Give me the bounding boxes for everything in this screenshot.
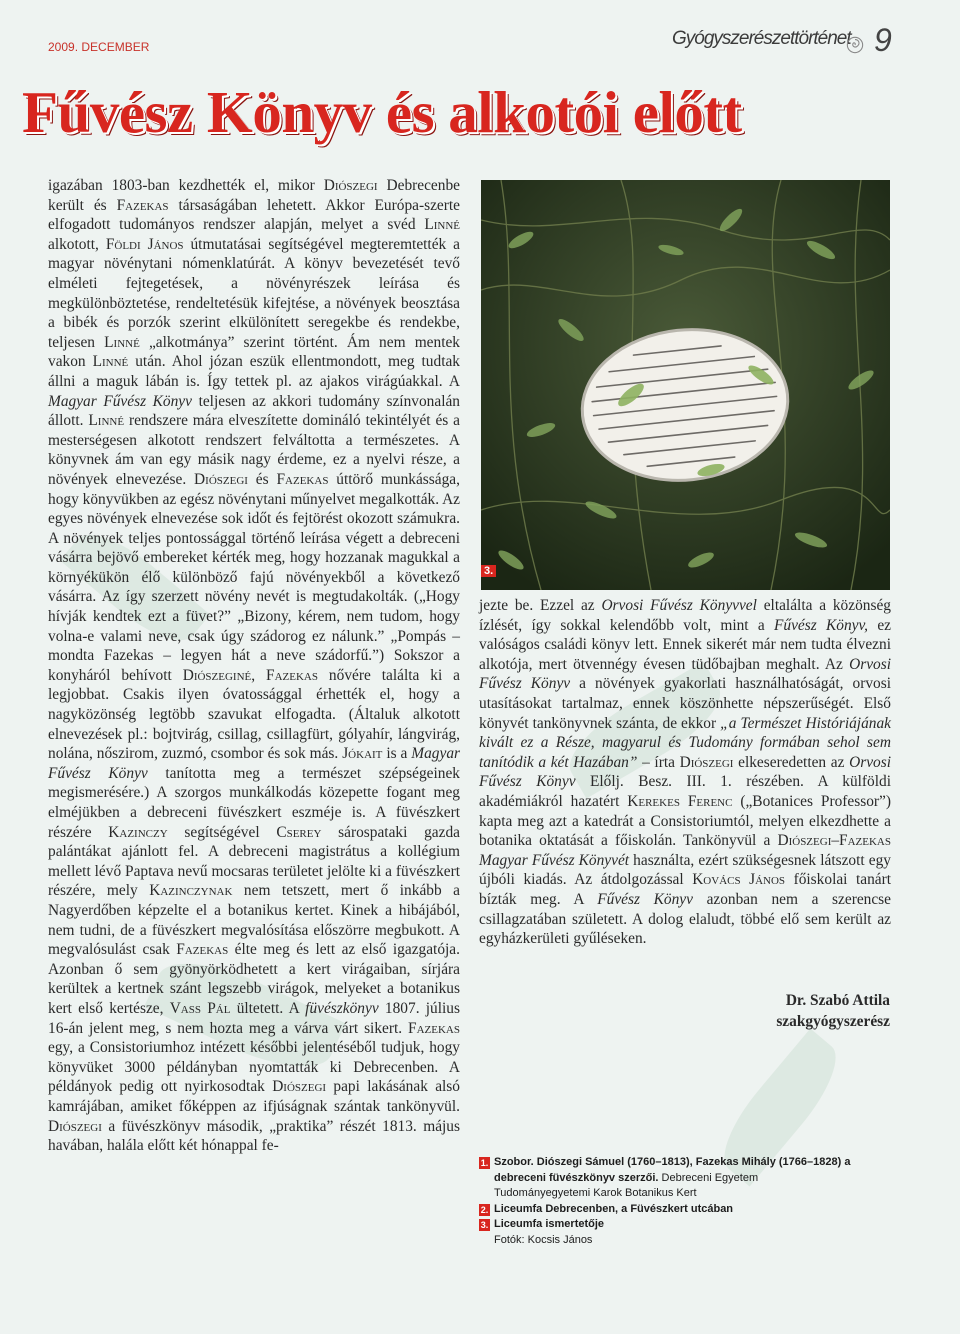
- caption-text: Liceumfa Debrecenben, a Füvészkert utcában: [494, 1202, 734, 1215]
- caption-item: [479, 1155, 899, 1186]
- photo-number-badge: 3.: [481, 565, 496, 577]
- caption-text: Liceumfa ismertetője: [494, 1218, 605, 1230]
- photo-liceumfa-sign: [481, 180, 890, 590]
- article-paragraph: igazában 1803-ban kezdhették el, mikor Diószegi Debrecenbe került és Fazekas társaságában lehetett. Akkor Európa-szerte elfogadott tudományos rendszer alapján, melyet a svéd Linné alkotott, Földi János útmutatásai segítségével megteremtették a magyar növénytani nómenklatúrát. A könyv bevezetését tevő elméleti fejtegetések, a növényrészek leírása és megkülönböztetése, rendeltetésük kifejtése, a növények beosztása a bibék és porzók szerint elkülönített seregekbe és rendekbe, teljesen Linné „alkotmánya” szerint történt. Ám nem mentek vakon Linné után. Ahol józan eszük ellentmondott, meg tudtak állni a maguk lábán is. Így tettek pl. az ajakos virágúakkal. A Magyar Fűvész Könyv teljesen az akkori tudomány színvonalán állott. Linné rendszere mára elveszítette domináló tekintélyét és a mesterségesen alkotott rendszert felváltotta a természetes. A könyvnek ám van egy másik nagy érdeme, ez a nyelvi része, a növények elnevezése. Diószegi és Fazekas úttörő munkássága, hogy könyvükben az egész növénytani műnyelvet megalkották. Az egyes növények elnevezése sok időt és fejtörést okozott számukra. A növények teljes pontossággal történő leírása végett a debreceni vásárra bejövő embereket kérték meg, hogy hozzanak magukkal a környékükön élő különböző fajú növényekből a következő vásárra. Az így szerzett növény nevét is megtudakolták. („Hogy hívják kendtek ezt a füvet?” „Bizony, kérem, nem tudom, hogy volna-e valami neve, csak úgy szádorog ez nálunk.” „Pompás – mondta Fazekas – legyen hát a neve szádorfű.”) Sokszor a konyháról behívott Diószeginé, Fazekas nővére találta ki a legjobbat. Csakis ilyen óvatossággal érhették el, hogy a nagyközönség legtöbb szavukat elfogadta. (Általuk alkotott elnevezések pl.: bojtvirág, csillag, csillagfürt, gólyahír, lángvirág, nolána, nőszirom, zuzmó, csombor és sok más. Jókait is a Magyar Fűvész Könyv tanította meg a természet szépségeinek megismerésére.) A szorgos munkálkodás közepette fogant meg elméjükben a debreceni füvészkert eszméje is. A füvészkert részére Kazinczy segítségével Cserey sárospataki gazda palántákat ajánlott fel. A debreceni magistrátus a kollégium mellett lévő Paptava nevű mocsaras területet jelölte ki a füvészkert részére, mely Kazinczynak nem tetszett, mert ő inkább a Nagyerdőben képzelte el a botanikus kertet. Kinek a hibájából, nem tudni, de a füvészkert megvalósítása előszörre megbukott. A megvalósulást csak Fazekas élte meg és lett az első igazgatója. Azonban ő sem gyönyörködhetett a kert virágaiban, sírjára kerültek a kertnek szánt legszebb virágok, melyeket a botanikus kert első kertésze, Vass Pál ültetett. A füvészkönyv 1807. július 16-án jelent meg, s nem hozta meg a várva várt sikert. Fazekas egy, a Consistoriumhoz intézett későbbi jelentéséből tudjuk, hogy könyvüket 3000 példányban nyomtatták ki Debrecenben. A példányok pedig ott nyirkosodtak Diószegi papi lakásának alsó kamrájában, amiket főképpen az ifjúságnak szántak tankönyvül. Diószegi a füvészkönyv második, „praktika” részét 1813. május havában, halála előtt két hónappal fe-: [48, 177, 461, 1155]
- article-paragraph: jezte be. Ezzel az Orvosi Fűvész Könyvvel eltalálta a közönség ízlését, így sokkal kelendőbb volt, mint a Fűvész Könyv, ez valóságos családi könyv lett. Ennek sikerét már nem tudta élvezni alkotója, mert ötvennégy évesen tüdőbajban meghalt. Az Orvosi Fűvész Könyv a növények gyakorlati használhatóságát, orvosi utasításokat tartalmaz, ennek köszönhette népszerűségét. Első könyvét tankönyvnek szánta, de ekkor „a Természet Históriájának kivált ez a Része, magyarul és Tudomány formában sehol sem tanítódik a két Hazában” – írta Diószegi elkeseredetten az Orvosi Fűvész Könyv Előlj. Besz. III. 1. részében. A külföldi akadémiákról hazatért Kerekes Ferenc („Botanices Professor”) kapta meg azt a katedrát a Consistoriumtól, melyen elkezdhette a botanika oktatását a főiskolán. Tankönyvül a Diószegi–Fazekas Magyar Fűvész Könyvét használta, ezért szükségesnek látszott egy újbóli kiadás. Az átdolgozással Kovács János főiskolai tanárt bízták meg. A Fűvész Könyv azonban nem a szerencse csillagzatában született. A dolog elaludt, többé elő sem került az egyházkerületi gyűléseken.: [479, 597, 892, 948]
- caption-number: 1.: [480, 1158, 489, 1168]
- issue-date: 2009. DECEMBER: [48, 40, 150, 54]
- caption-item: [479, 1202, 899, 1218]
- photo-credits: Fotók: Kocsis János: [494, 1233, 593, 1246]
- photo-illustration: [481, 180, 890, 590]
- caption-number: 2.: [480, 1204, 489, 1215]
- page-number: 9: [874, 22, 892, 58]
- author-name: Dr. Szabó Attila: [785, 992, 890, 1009]
- caption-number: 3.: [480, 1220, 489, 1230]
- article-title: Fűvész Könyv és alkotói előtt: [22, 79, 742, 145]
- author-signature: [700, 990, 890, 1032]
- author-title: szakgyógyszerész: [776, 1013, 890, 1030]
- caption-continuation: Tudományegyetemi Karok Botanikus Kert: [494, 1187, 697, 1199]
- article-column-left: [48, 176, 460, 1156]
- caption-item: [479, 1217, 899, 1233]
- swirl-icon: [846, 36, 864, 54]
- photo-captions: [479, 1155, 899, 1248]
- caption-text: Szobor. Diószegi Sámuel (1760–1813), Fazekas Mihály (1766–1828) a debreceni füvészkönyv szerzői. Debreceni Egyetem: [494, 1156, 851, 1184]
- section-title: Gyógyszerészettörténet: [672, 28, 851, 49]
- article-column-right: [479, 596, 891, 949]
